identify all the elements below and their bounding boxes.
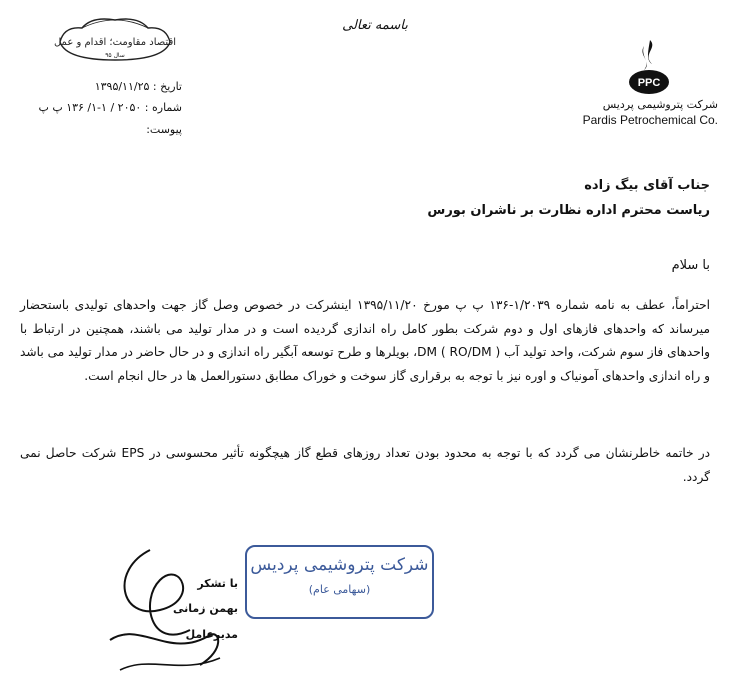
recipient-position: ریاست محترم اداره نظارت بر ناشران بورس [427,203,710,218]
company-name-en: Pardis Petrochemical Co. [582,113,718,127]
body-paragraph-1: احتراماً، عطف به نامه شماره ۱/۲۰۳۹-۱۳۶ پ پ مورخ ۱۳۹۵/۱۱/۲۰ اینشرکت در خصوص وصل گاز جهت واحدهای تولیدی باستحضار میرساند که واحدهای فازهای اول و دوم شرکت بطور کامل راه اندازی گردیده است و در مدار تولید می باشند، همچنین در ارتباط با واحدهای فاز سوم شرکت، واحد تولید آب DM ( RO/DM )، بویلرها و طرح توسعه آبگیر راه اندازی و در حال حاضر در مدار تولید می باشد و راه اندازی واحدهای آمونیاک و اوره نیز با توجه به برقراری گاز سوخت و خوراک مطابق دستورالعمل ها در حال انجام است. [20,298,710,383]
signature-name: بهمن زمانی [172,602,238,615]
logo-text: PPC [637,77,661,89]
letter-attachment: پیوست: [146,123,182,136]
seal-company-type: (سهامی عام) [308,583,371,596]
signature-block [90,540,240,680]
stamp-slogan: اقتصاد مقاومت؛ اقدام و عمل [53,37,177,48]
signature-title: مدیرعامل [185,628,238,641]
greeting: با سلام [671,258,710,273]
signature-closing: با تشکر [197,577,238,590]
seal-company-name: شرکت پتروشیمی پردیس [250,555,429,575]
letter-number: شماره : ۲۰۵۰ / ۱-۱/ ۱۳۶ پ پ [38,101,182,114]
letter-date: تاریخ : ۱۳۹۵/۱۱/۲۵ [94,80,182,93]
ppc-logo-icon [618,38,680,98]
invocation-text: باسمه تعالی [342,18,408,33]
company-name-fa: شرکت پتروشیمی پردیس [602,98,718,111]
company-seal-stamp [245,545,434,619]
economy-slogan-stamp [52,12,178,66]
body-paragraph-2: در خاتمه خاطرنشان می گردد که با توجه به محدود بودن تعداد روزهای قطع گاز هیچگونه تأثیر محسوسی در EPS شرکت حاصل نمی گردد. [20,446,711,484]
recipient-name: جناب آقای بیگ زاده [584,178,710,193]
stamp-year: سال ۹۵ [105,52,125,59]
